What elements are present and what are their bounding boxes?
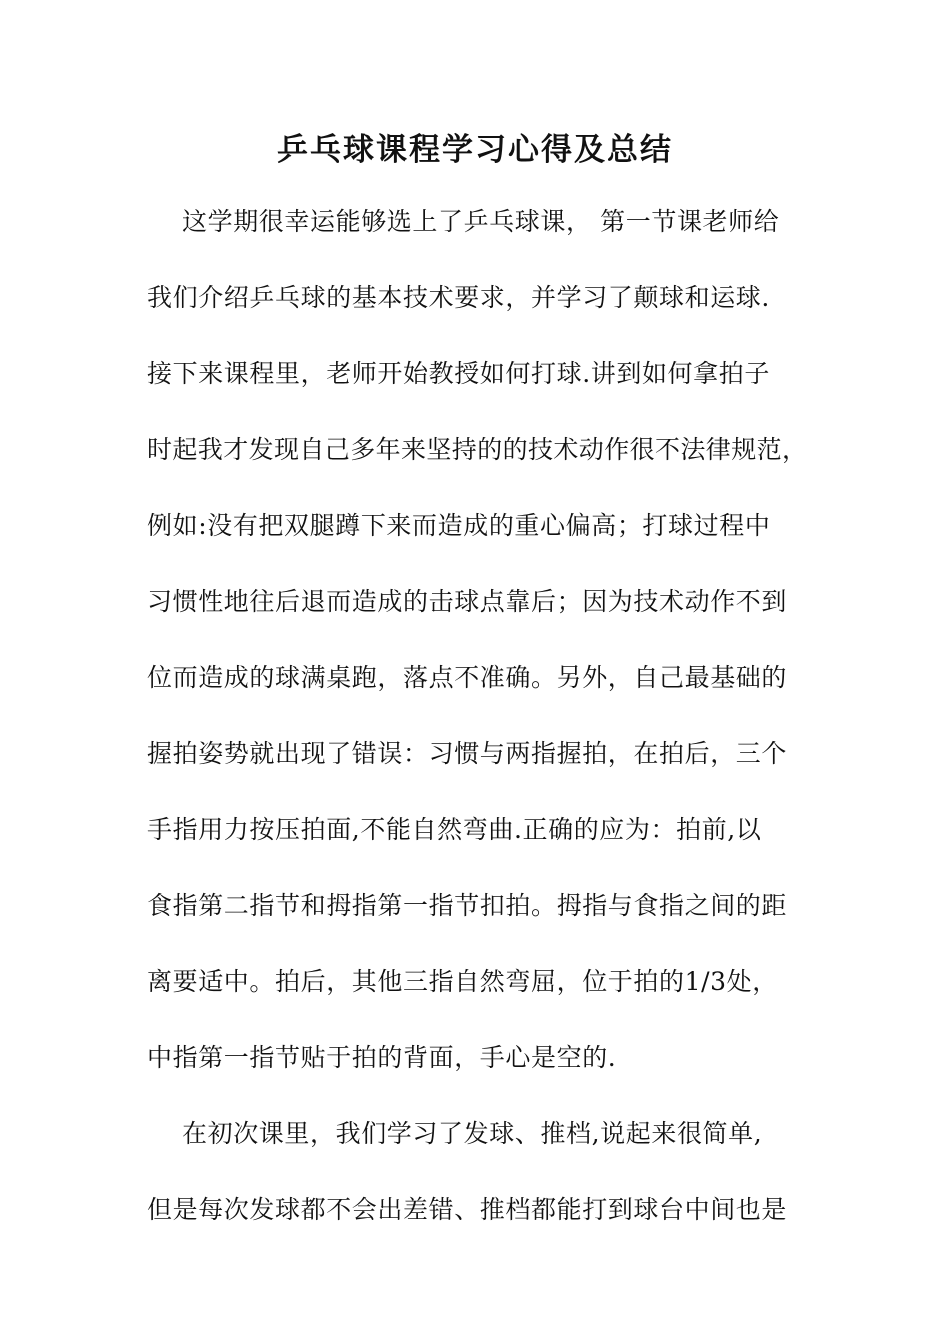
paragraph-line: 我们介绍乒乓球的基本技术要求，并学习了颠球和运球.: [147, 283, 770, 312]
paragraph-line: 时起我才发现自己多年来坚持的的技术动作很不法律规范，: [147, 435, 808, 464]
paragraph-line: 食指第二指节和拇指第一指节扣拍。拇指与食指之间的距: [147, 891, 788, 920]
paragraph-line: 这学期很幸运能够选上了乒乓球课， 第一节课老师给: [182, 207, 780, 236]
paragraph-line: 习惯性地往后退而造成的击球点靠后；因为技术动作不到: [147, 587, 788, 616]
paragraph-line: 接下来课程里，老师开始教授如何打球.讲到如何拿拍子: [147, 359, 770, 388]
paragraph-line: 握拍姿势就出现了错误：习惯与两指握拍，在拍后，三个: [147, 739, 788, 768]
paragraph-line: 中指第一指节贴于拍的背面，手心是空的.: [147, 1043, 617, 1072]
paragraph-line: 但是每次发球都不会出差错、推档都能打到球台中间也是: [147, 1195, 788, 1224]
page-title: 乒乓球课程学习心得及总结: [277, 132, 673, 168]
paragraph-line: 离要适中。拍后，其他三指自然弯屈，位于拍的1/3处，: [147, 967, 778, 996]
paragraph-line: 位而造成的球满桌跑，落点不准确。另外，自己最基础的: [147, 663, 788, 692]
paragraph-line: 在初次课里，我们学习了发球、推档,说起来很简单,: [182, 1119, 763, 1148]
paragraph-line: 例如:没有把双腿蹲下来而造成的重心偏高；打球过程中: [147, 511, 771, 540]
paragraph-line: 手指用力按压拍面,不能自然弯曲.正确的应为：拍前,以: [147, 815, 762, 844]
